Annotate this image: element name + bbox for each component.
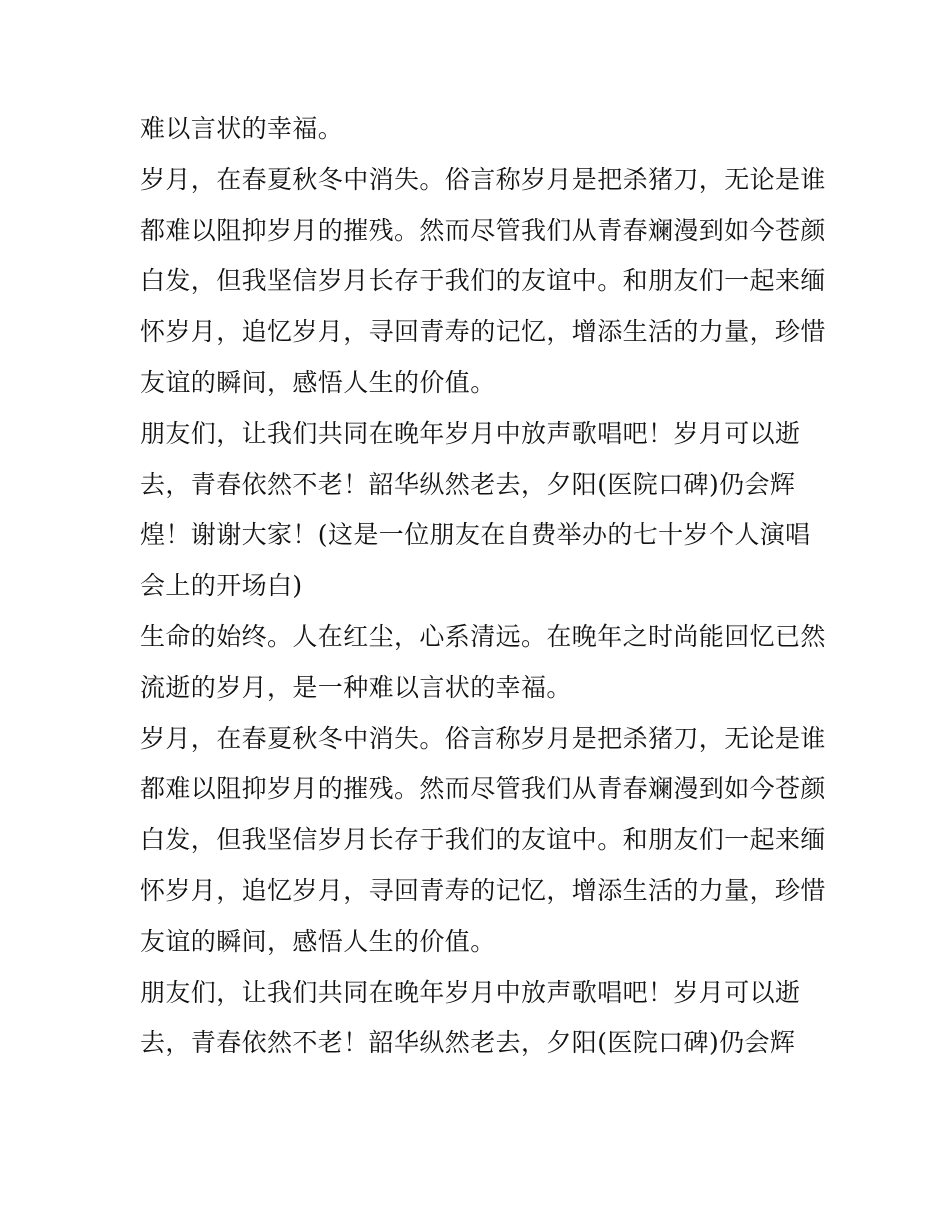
text-line: 去，青春依然不老！韶华纵然老去，夕阳(医院口碑)仍会辉 (140, 1028, 796, 1058)
text-line: 生命的始终。人在红尘，心系清远。在晚年之时尚能回忆已然 (140, 621, 826, 651)
text-line: 友谊的瞬间，感悟人生的价值。 (140, 367, 496, 397)
text-line: 去，青春依然不老！韶华纵然老去，夕阳(医院口碑)仍会辉 (140, 469, 796, 499)
text-line: 都难以阻抑岁月的摧残。然而尽管我们从青春斓漫到如今苍颜 (140, 774, 826, 804)
text-line: 流逝的岁月，是一种难以言状的幸福。 (140, 672, 572, 702)
text-line: 岁月，在春夏秋冬中消失。俗言称岁月是把杀猪刀，无论是谁 (140, 164, 826, 194)
text-line: 白发，但我坚信岁月长存于我们的友谊中。和朋友们一起来缅 (140, 266, 826, 296)
text-line: 都难以阻抑岁月的摧残。然而尽管我们从青春斓漫到如今苍颜 (140, 215, 826, 245)
text-line: 友谊的瞬间，感悟人生的价值。 (140, 926, 496, 956)
text-line: 朋友们，让我们共同在晚年岁月中放声歌唱吧！岁月可以逝 (140, 977, 801, 1007)
text-line: 难以言状的幸福。 (140, 114, 344, 143)
document-body (140, 104, 826, 1069)
text-line: 怀岁月，追忆岁月，寻回青寿的记忆，增添生活的力量，珍惜 (140, 317, 826, 347)
text-line: 煌！谢谢大家！(这是一位朋友在自费举办的七十岁个人演唱 (140, 520, 811, 550)
text-line: 会上的开场白) (140, 571, 303, 601)
text-line: 朋友们，让我们共同在晚年岁月中放声歌唱吧！岁月可以逝 (140, 418, 801, 448)
text-line: 岁月，在春夏秋冬中消失。俗言称岁月是把杀猪刀，无论是谁 (140, 723, 826, 753)
text-line: 怀岁月，追忆岁月，寻回青寿的记忆，增添生活的力量，珍惜 (140, 875, 826, 905)
text-line: 白发，但我坚信岁月长存于我们的友谊中。和朋友们一起来缅 (140, 825, 826, 855)
